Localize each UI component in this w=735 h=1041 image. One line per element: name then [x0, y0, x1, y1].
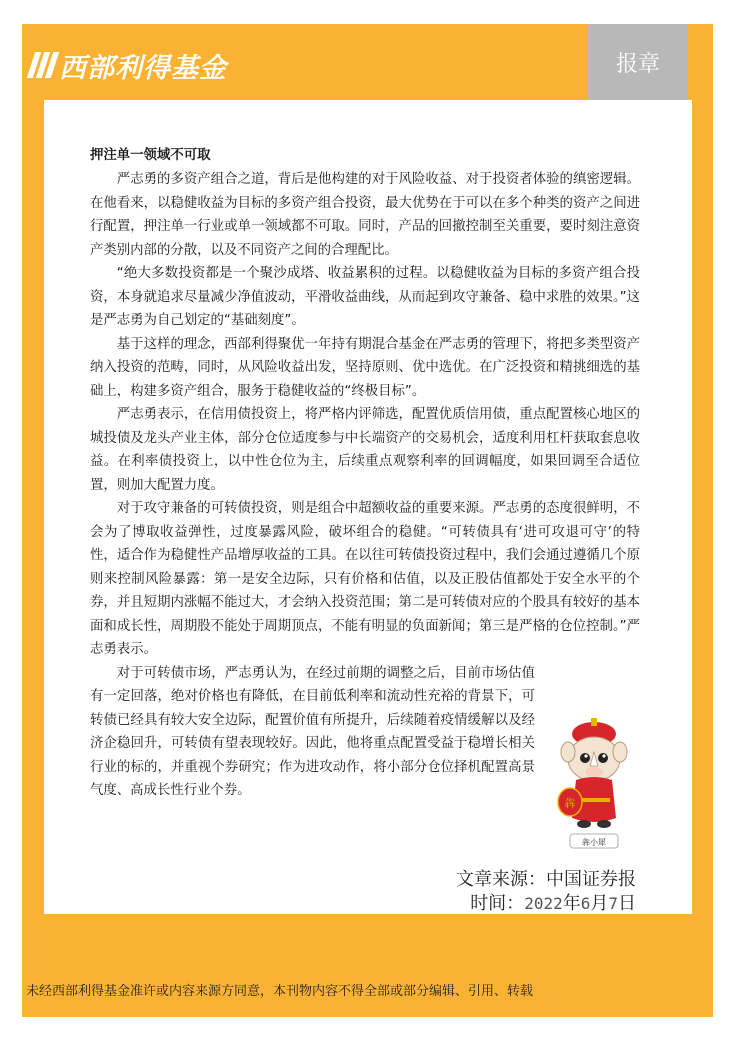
- paragraph: 对于可转债市场，严志勇认为，在经过前期的调整之后，目前市场估值有一定回落，绝对价格也有降低，在目前低利率和流动性充裕的背景下，可转债已经具有较大安全边际，配置价值有所提升，后续随着疫情缓解以及经济企稳回升，可转债有望表现较好。因此，他将重点配置受益于稳增长相关行业的标的，并重视个券研究；作为进攻动作，将小部分仓位择机配置高景气度、高成长性行业个券。: [90, 665, 535, 798]
- mascot-label: 犇小犀: [582, 838, 606, 847]
- mascot-bag-glyph: 犇: [564, 797, 576, 810]
- logo-text: 西部利得基金: [59, 52, 227, 84]
- article-card: [44, 100, 692, 914]
- copyright-notice: 未经西部利得基金准许或内容来源方同意，本刊物内容不得全部或部分编辑、引用、转载: [26, 984, 534, 999]
- paragraph: 严志勇的多资产组合之道，背后是他构建的对于风险收益、对于投资者体验的缜密逻辑。在他看来，以稳健收益为目标的多资产组合投资，最大优势在于可以在多个种类的资产之间进行配置，押注单一行业或单一领域都不可取。同时，产品的回撤控制至关重要，要时刻注意资产类别内部的分散，以及不同资产之间的合理配比。: [90, 172, 640, 258]
- date-year: 2022: [524, 894, 563, 913]
- paragraph: 对于攻守兼备的可转债投资，则是组合中超额收益的重要来源。严志勇的态度很鲜明，不会为了博取收益弹性，过度暴露风险，破坏组合的稳健。“可转债具有‘进可攻退可守’的特性，适合作为稳健性产品增厚收益的工具。在以往可转债投资过程中，我们会通过遵循几个原则来控制风险暴露：第一是安全边际，只有价格和估值，以及正股估值都处于安全水平的个券，并且短期内涨幅不能过大，才会纳入投资范围；第二是可转债对应的个股具有较好的基本面和成长性，周期股不能处于周期顶点，不能有明显的负面新闻；第三是严格的仓位控制。”严志勇表示。: [90, 501, 640, 657]
- article-heading: 押注单一领域不可取: [90, 148, 211, 163]
- paragraph: 严志勇表示，在信用债投资上，将严格内评筛选，配置优质信用债，重点配置核心地区的城投债及龙头产业主体，部分仓位适度参与中长端资产的交易机会，适度利用杠杆获取套息收益。在利率债投资上，以中性仓位为主，后续重点观察利率的回调幅度，如果回调至合适位置，则加大配置力度。: [90, 407, 640, 493]
- date-month: 6: [580, 894, 591, 913]
- date-day-unit: 日: [618, 893, 636, 914]
- section-tag: 报章: [588, 24, 688, 100]
- article-source: [456, 868, 636, 916]
- date-day: 7: [608, 894, 618, 913]
- logo-stripes: [31, 52, 55, 78]
- publish-date: [456, 892, 636, 916]
- source-label: 文章来源：中国证券报: [456, 869, 636, 890]
- brand-logo: [31, 46, 227, 84]
- rhino-mascot: [554, 714, 634, 854]
- article-body: [90, 144, 640, 803]
- date-month-unit: 月: [590, 893, 609, 914]
- paragraph: “绝大多数投资都是一个聚沙成塔、收益累积的过程。以稳健收益为目标的多资产组合投资，本身就追求尽量减少净值波动，平滑收益曲线，从而起到攻守兼备、稳中求胜的效果。”这是严志勇为自己划定的“基础刻度”。: [90, 266, 640, 328]
- date-label: 时间：: [470, 893, 525, 914]
- paragraph: 基于这样的理念，西部利得聚优一年持有期混合基金在严志勇的管理下，将把多类型资产纳入投资的范畴，同时，从风险收益出发，坚持原则、优中选优。在广泛投资和精挑细选的基础上，构建多资产组合，服务于稳健收益的“终极目标”。: [90, 336, 640, 399]
- date-year-unit: 年: [562, 893, 581, 914]
